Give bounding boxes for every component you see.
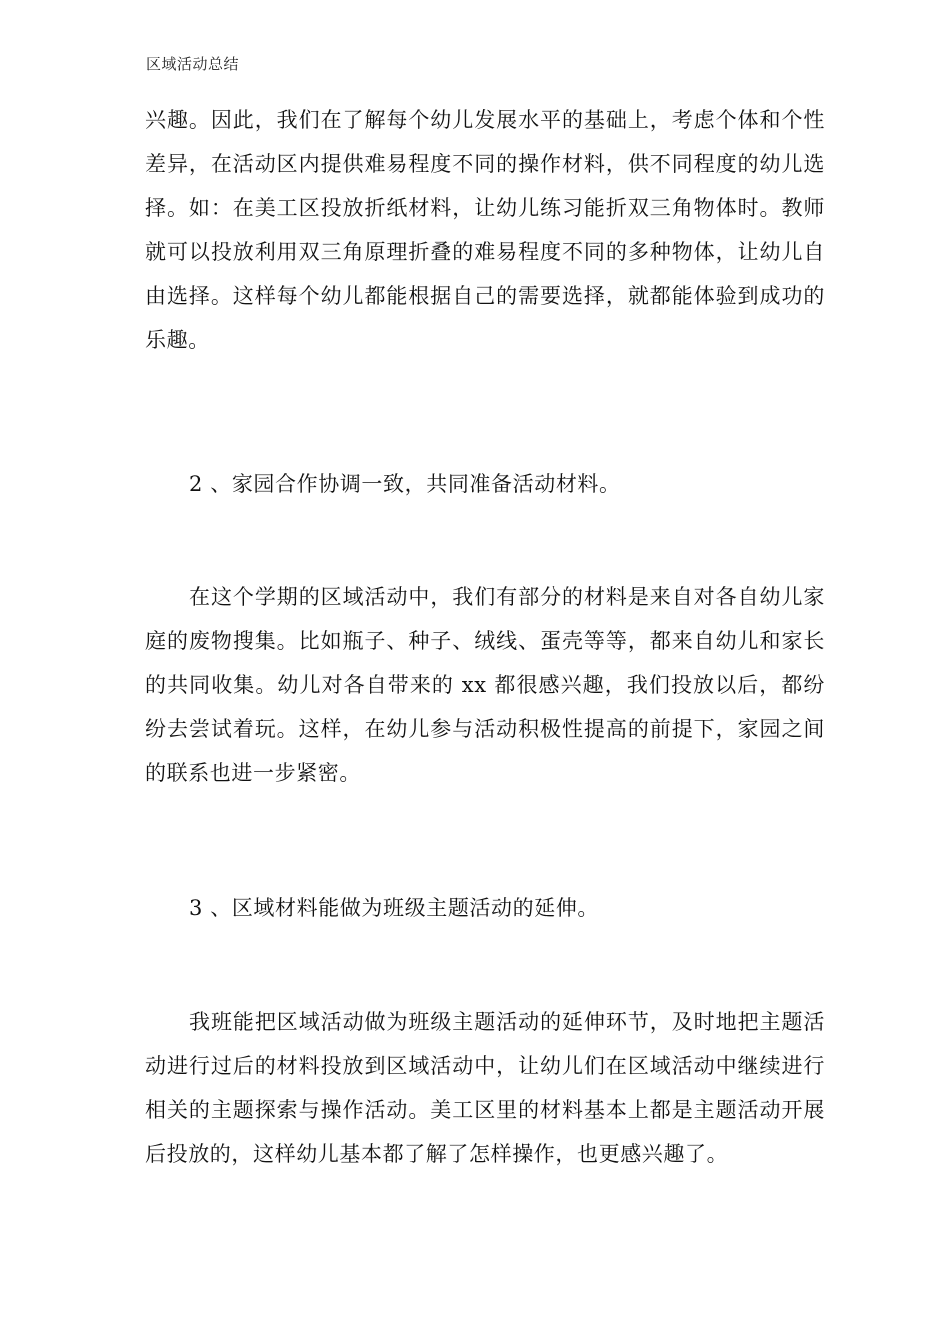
paragraph-theme-extension: 我班能把区域活动做为班级主题活动的延伸环节，及时地把主题活动进行过后的材料投放到区域活动中，让幼儿们在区域活动中继续进行相关的主题探索与操作活动。美工区里的材料基本上都是主题活动开展后投放的，这样幼儿基本都了解了怎样操作，也更感兴趣了。 (145, 1010, 825, 1166)
section-heading-2: 2 、家园合作协调一致，共同准备活动材料。 (189, 472, 621, 496)
paragraph-home-school-cooperation: 在这个学期的区域活动中，我们有部分的材料是来自对各自幼儿家庭的废物搜集。比如瓶子、种子、绒线、蛋壳等等，都来自幼儿和家长的共同收集。幼儿对各自带来的 xx 都很感兴趣，我们投放以后，都纷纷去尝试着玩。这样，在幼儿参与活动积极性提高的前提下，家园之间的联系也进一步紧密。 (145, 585, 825, 785)
paragraph-continued: 兴趣。因此，我们在了解每个幼儿发展水平的基础上，考虑个体和个性差异，在活动区内提供难易程度不同的操作材料，供不同程度的幼儿选择。如：在美工区投放折纸材料，让幼儿练习能折双三角物体时。教师就可以投放利用双三角原理折叠的难易程度不同的多种物体，让幼儿自由选择。这样每个幼儿都能根据自己的需要选择，就都能体验到成功的乐趣。 (145, 108, 825, 352)
section-heading-3: 3 、区域材料能做为班级主题活动的延伸。 (189, 896, 600, 920)
running-header-title: 区域活动总结 (146, 55, 240, 73)
